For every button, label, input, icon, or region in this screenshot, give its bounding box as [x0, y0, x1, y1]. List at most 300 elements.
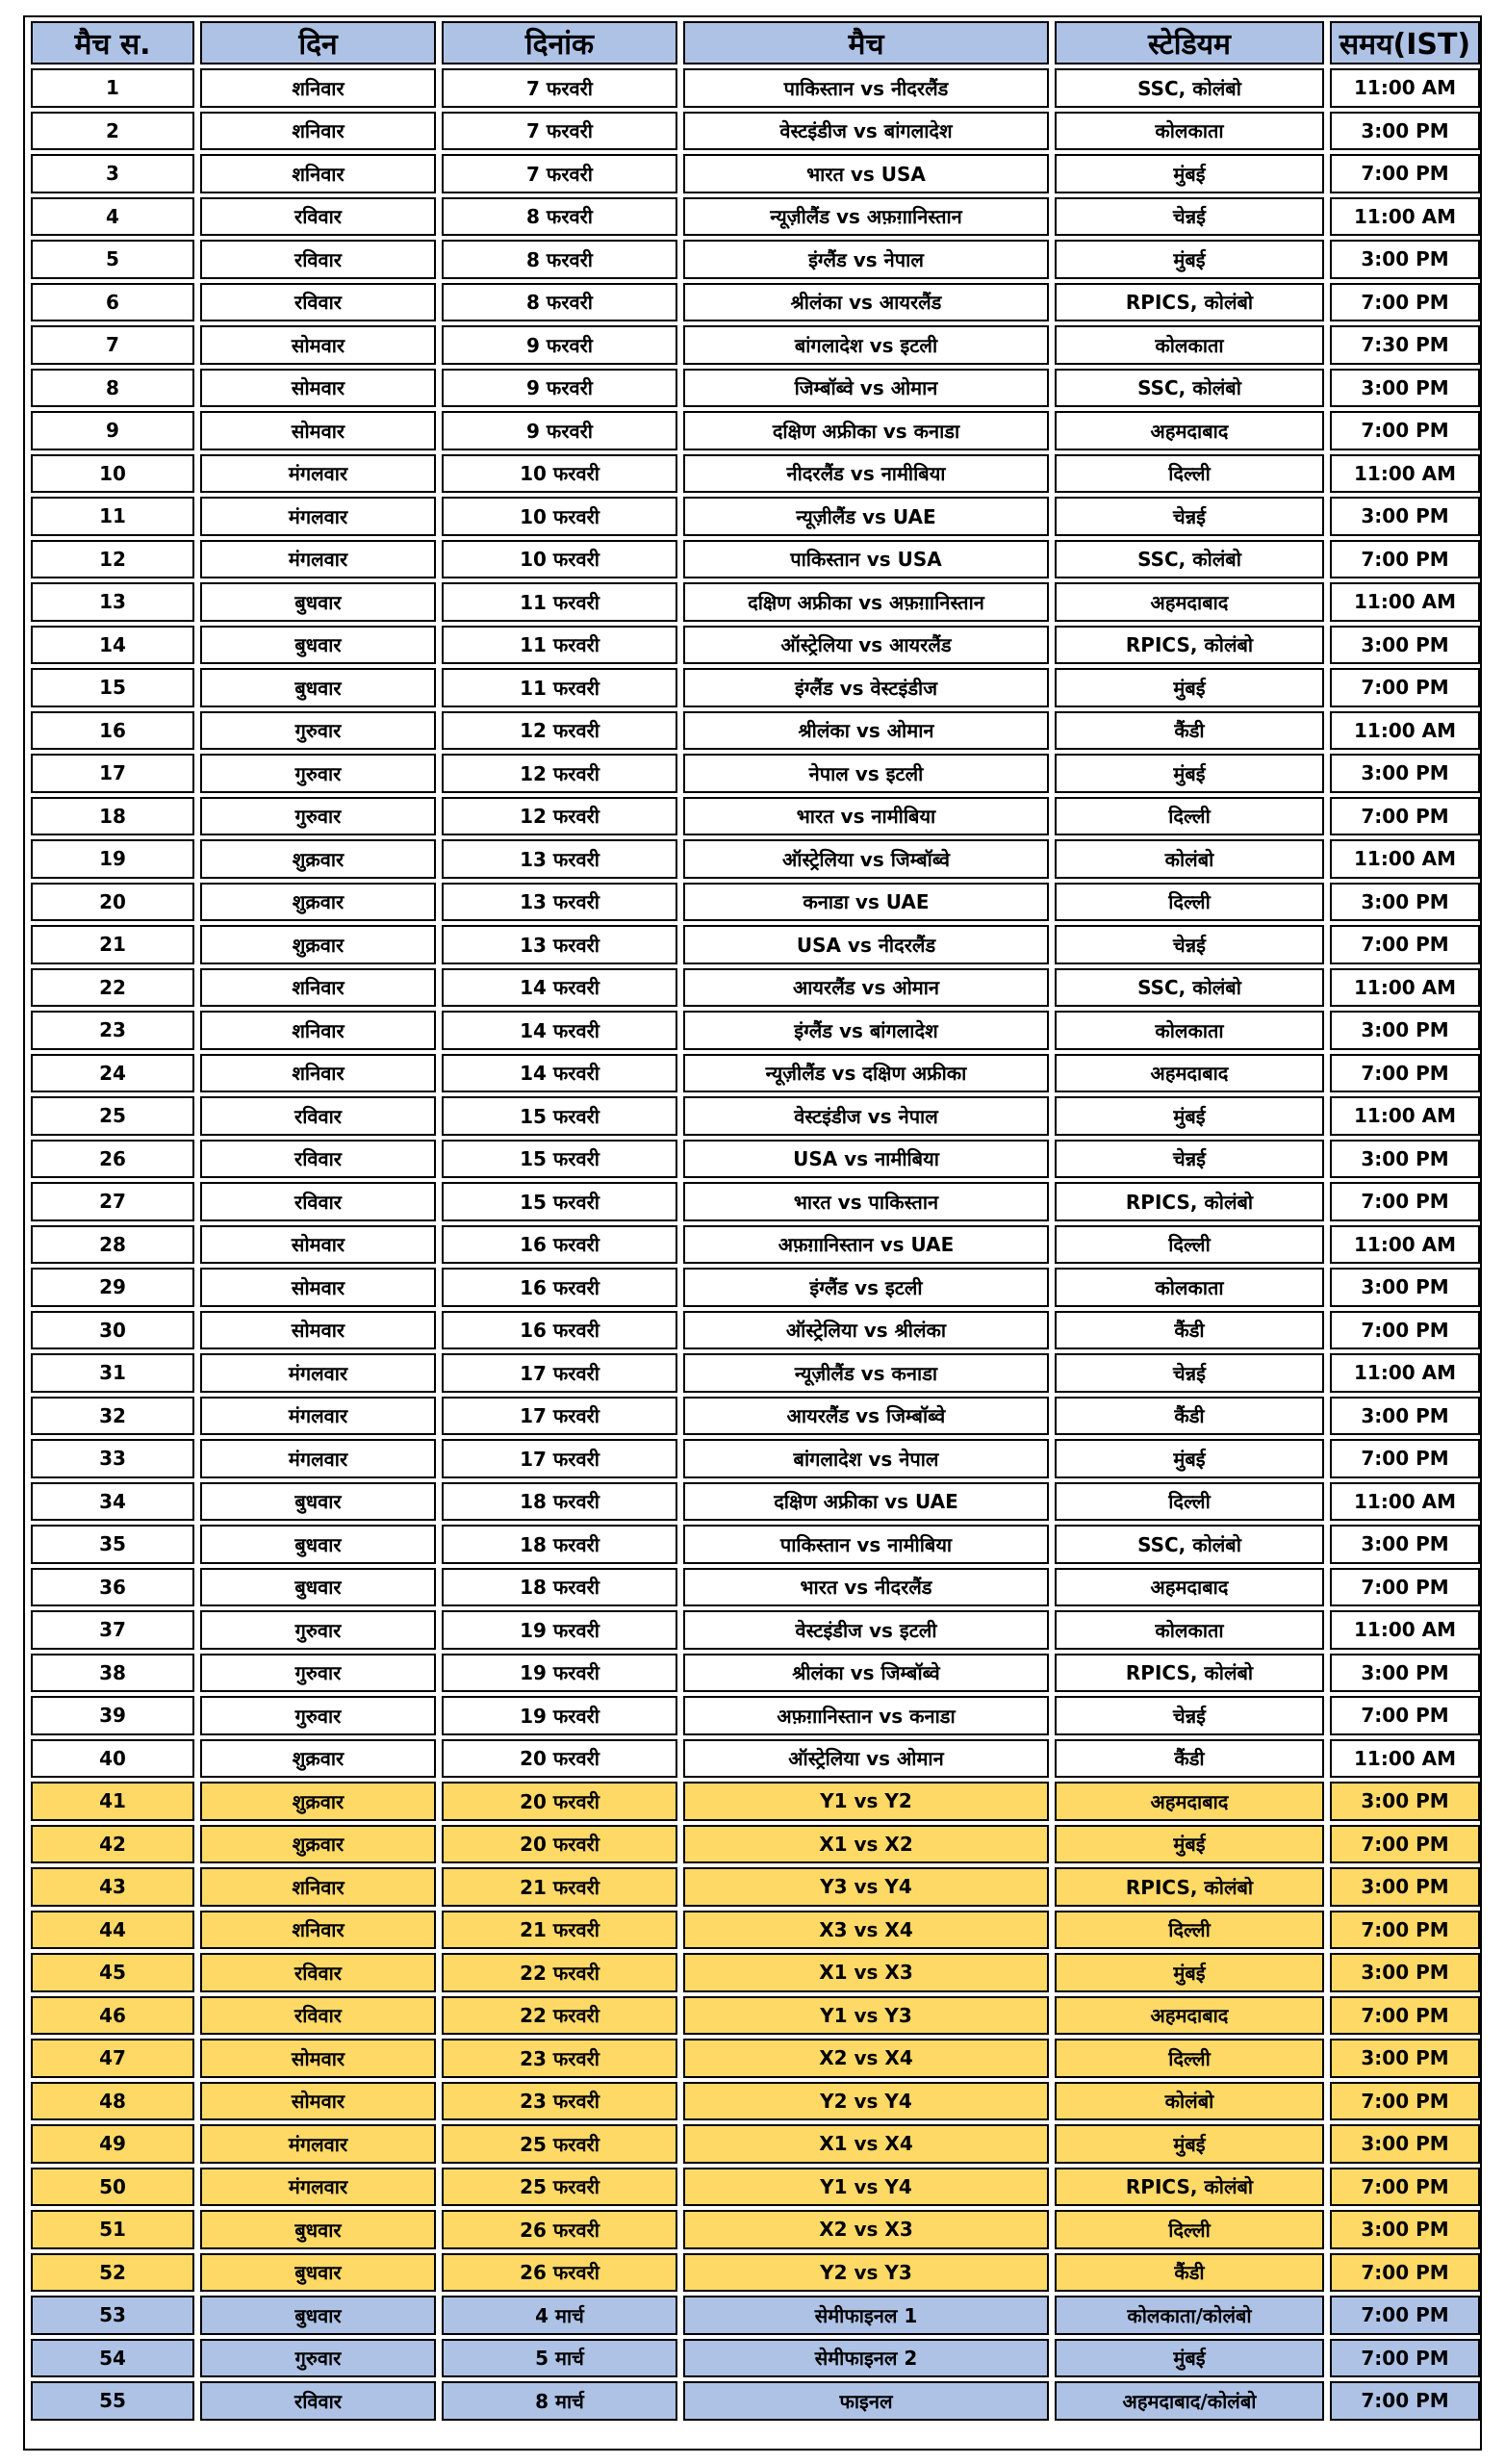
match-number-cell: 18: [31, 797, 194, 836]
match-cell: न्यूज़ीलैंड vs अफ़ग़ानिस्तान: [683, 197, 1049, 237]
table-row: [31, 325, 1480, 365]
date-cell: 18 फरवरी: [442, 1568, 677, 1607]
stadium-cell: कोलकाता: [1055, 325, 1324, 365]
day-cell: रविवार: [200, 1182, 436, 1221]
stadium-cell: चेन्नई: [1055, 497, 1324, 536]
date-cell: 19 फरवरी: [442, 1654, 677, 1693]
match-cell: भारत vs नामीबिया: [683, 797, 1049, 836]
match-cell: दक्षिण अफ्रीका vs कनाडा: [683, 411, 1049, 450]
day-cell: शनिवार: [200, 968, 436, 1008]
day-cell: बुधवार: [200, 626, 436, 665]
stadium-cell: दिल्ली: [1055, 1911, 1324, 1950]
day-cell: रविवार: [200, 1140, 436, 1179]
day-cell: मंगलवार: [200, 2124, 436, 2164]
match-cell: ऑस्ट्रेलिया vs जिम्बॉब्वे: [683, 839, 1049, 879]
time-cell: 7:00 PM: [1330, 2253, 1480, 2293]
stadium-cell: अहमदाबाद: [1055, 1568, 1324, 1607]
day-cell: बुधवार: [200, 2210, 436, 2249]
time-cell: 3:00 PM: [1330, 1397, 1480, 1436]
time-cell: 11:00 AM: [1330, 1225, 1480, 1265]
match-cell: पाकिस्तान vs नीदरलैंड: [683, 68, 1049, 108]
match-number-cell: 55: [31, 2381, 194, 2421]
stadium-cell: कैंडी: [1055, 711, 1324, 751]
day-cell: मंगलवार: [200, 1439, 436, 1478]
stadium-cell: RPICS, कोलंबो: [1055, 283, 1324, 322]
match-number-cell: 54: [31, 2339, 194, 2378]
date-cell: 16 फरवरी: [442, 1268, 677, 1307]
time-cell: 7:00 PM: [1330, 411, 1480, 450]
date-cell: 12 फरवरी: [442, 797, 677, 836]
table-row: [31, 1268, 1480, 1307]
day-cell: मंगलवार: [200, 2168, 436, 2207]
stadium-cell: SSC, कोलंबो: [1055, 968, 1324, 1008]
date-cell: 12 फरवरी: [442, 711, 677, 751]
time-cell: 3:00 PM: [1330, 1011, 1480, 1050]
table-row: [31, 197, 1480, 237]
date-cell: 4 मार्च: [442, 2296, 677, 2335]
stadium-cell: कोलकाता: [1055, 112, 1324, 151]
stadium-cell: दिल्ली: [1055, 454, 1324, 494]
match-number-cell: 17: [31, 754, 194, 793]
match-cell: भारत vs नीदरलैंड: [683, 1568, 1049, 1607]
time-cell: 11:00 AM: [1330, 839, 1480, 879]
match-cell: न्यूज़ीलैंड vs कनाडा: [683, 1353, 1049, 1393]
table-row: [31, 1953, 1480, 1992]
match-number-cell: 28: [31, 1225, 194, 1265]
time-cell: 7:00 PM: [1330, 283, 1480, 322]
table-row: [31, 2339, 1480, 2378]
table-row: [31, 2168, 1480, 2207]
date-cell: 15 फरवरी: [442, 1140, 677, 1179]
stadium-cell: दिल्ली: [1055, 883, 1324, 922]
table-row: [31, 754, 1480, 793]
schedule-table: [25, 17, 1486, 2425]
header-stadium: स्टेडियम: [1055, 21, 1324, 64]
match-number-cell: 38: [31, 1654, 194, 1693]
day-cell: सोमवार: [200, 2082, 436, 2121]
table-row: [31, 1482, 1480, 1522]
day-cell: रविवार: [200, 1096, 436, 1136]
time-cell: 3:00 PM: [1330, 369, 1480, 408]
match-number-cell: 30: [31, 1311, 194, 1350]
header-match: मैच: [683, 21, 1049, 64]
match-number-cell: 51: [31, 2210, 194, 2249]
date-cell: 10 फरवरी: [442, 540, 677, 579]
day-cell: बुधवार: [200, 582, 436, 622]
time-cell: 3:00 PM: [1330, 1654, 1480, 1693]
stadium-cell: कैंडी: [1055, 1311, 1324, 1350]
date-cell: 17 फरवरी: [442, 1353, 677, 1393]
date-cell: 9 फरवरी: [442, 369, 677, 408]
table-row: [31, 2082, 1480, 2121]
day-cell: सोमवार: [200, 1268, 436, 1307]
time-cell: 3:00 PM: [1330, 754, 1480, 793]
date-cell: 12 फरवरी: [442, 754, 677, 793]
day-cell: रविवार: [200, 283, 436, 322]
time-cell: 7:00 PM: [1330, 1182, 1480, 1221]
date-cell: 7 फरवरी: [442, 112, 677, 151]
day-cell: सोमवार: [200, 325, 436, 365]
stadium-cell: मुंबई: [1055, 240, 1324, 279]
match-cell: पाकिस्तान vs USA: [683, 540, 1049, 579]
header-row: [31, 21, 1480, 64]
match-cell: Y2 vs Y3: [683, 2253, 1049, 2293]
date-cell: 18 फरवरी: [442, 1482, 677, 1522]
stadium-cell: मुंबई: [1055, 754, 1324, 793]
match-number-cell: 25: [31, 1096, 194, 1136]
table-row: [31, 668, 1480, 707]
match-cell: ऑस्ट्रेलिया vs श्रीलंका: [683, 1311, 1049, 1350]
day-cell: शनिवार: [200, 154, 436, 193]
match-number-cell: 53: [31, 2296, 194, 2335]
match-number-cell: 22: [31, 968, 194, 1008]
table-row: [31, 1911, 1480, 1950]
match-cell: अफ़ग़ानिस्तान vs UAE: [683, 1225, 1049, 1265]
match-cell: इंग्लैंड vs इटली: [683, 1268, 1049, 1307]
stadium-cell: SSC, कोलंबो: [1055, 1525, 1324, 1564]
match-number-cell: 11: [31, 497, 194, 536]
match-number-cell: 7: [31, 325, 194, 365]
table-row: [31, 1610, 1480, 1650]
stadium-cell: अहमदाबाद: [1055, 1054, 1324, 1093]
day-cell: सोमवार: [200, 1311, 436, 1350]
match-number-cell: 42: [31, 1825, 194, 1864]
time-cell: 3:00 PM: [1330, 1782, 1480, 1821]
time-cell: 11:00 AM: [1330, 582, 1480, 622]
table-row: [31, 1696, 1480, 1735]
match-number-cell: 19: [31, 839, 194, 879]
date-cell: 9 फरवरी: [442, 325, 677, 365]
match-cell: श्रीलंका vs आयरलैंड: [683, 283, 1049, 322]
date-cell: 22 फरवरी: [442, 1953, 677, 1992]
date-cell: 17 फरवरी: [442, 1397, 677, 1436]
match-number-cell: 13: [31, 582, 194, 622]
day-cell: शुक्रवार: [200, 1739, 436, 1779]
day-cell: बुधवार: [200, 2253, 436, 2293]
schedule-body: [31, 68, 1480, 2421]
time-cell: 11:00 AM: [1330, 1353, 1480, 1393]
match-cell: Y1 vs Y4: [683, 2168, 1049, 2207]
match-cell: बांगलादेश vs इटली: [683, 325, 1049, 365]
stadium-cell: SSC, कोलंबो: [1055, 369, 1324, 408]
day-cell: रविवार: [200, 2381, 436, 2421]
time-cell: 7:00 PM: [1330, 1911, 1480, 1950]
stadium-cell: दिल्ली: [1055, 1225, 1324, 1265]
table-row: [31, 283, 1480, 322]
day-cell: मंगलवार: [200, 1397, 436, 1436]
match-number-cell: 16: [31, 711, 194, 751]
time-cell: 7:00 PM: [1330, 1825, 1480, 1864]
stadium-cell: चेन्नई: [1055, 1353, 1324, 1393]
time-cell: 7:00 PM: [1330, 1439, 1480, 1478]
match-number-cell: 15: [31, 668, 194, 707]
day-cell: सोमवार: [200, 411, 436, 450]
time-cell: 3:00 PM: [1330, 1140, 1480, 1179]
date-cell: 8 फरवरी: [442, 283, 677, 322]
day-cell: रविवार: [200, 1953, 436, 1992]
match-cell: भारत vs USA: [683, 154, 1049, 193]
day-cell: रविवार: [200, 197, 436, 237]
table-row: [31, 2124, 1480, 2164]
time-cell: 7:00 PM: [1330, 2381, 1480, 2421]
date-cell: 7 फरवरी: [442, 154, 677, 193]
match-cell: Y1 vs Y2: [683, 1782, 1049, 1821]
stadium-cell: मुंबई: [1055, 154, 1324, 193]
table-row: [31, 1996, 1480, 2036]
time-cell: 7:00 PM: [1330, 1996, 1480, 2036]
match-cell: USA vs नीदरलैंड: [683, 925, 1049, 964]
match-cell: पाकिस्तान vs नामीबिया: [683, 1525, 1049, 1564]
date-cell: 8 मार्च: [442, 2381, 677, 2421]
table-row: [31, 154, 1480, 193]
date-cell: 18 फरवरी: [442, 1525, 677, 1564]
day-cell: गुरुवार: [200, 1696, 436, 1735]
stadium-cell: RPICS, कोलंबो: [1055, 1654, 1324, 1693]
match-number-cell: 14: [31, 626, 194, 665]
match-number-cell: 50: [31, 2168, 194, 2207]
stadium-cell: मुंबई: [1055, 1825, 1324, 1864]
match-number-cell: 26: [31, 1140, 194, 1179]
time-cell: 7:30 PM: [1330, 325, 1480, 365]
table-row: [31, 925, 1480, 964]
match-cell: इंग्लैंड vs नेपाल: [683, 240, 1049, 279]
match-cell: न्यूज़ीलैंड vs UAE: [683, 497, 1049, 536]
match-cell: X1 vs X2: [683, 1825, 1049, 1864]
table-row: [31, 240, 1480, 279]
match-number-cell: 45: [31, 1953, 194, 1992]
date-cell: 16 फरवरी: [442, 1311, 677, 1350]
match-cell: वेस्टइंडीज vs नेपाल: [683, 1096, 1049, 1136]
table-row: [31, 1439, 1480, 1478]
date-cell: 13 फरवरी: [442, 925, 677, 964]
table-row: [31, 540, 1480, 579]
day-cell: शुक्रवार: [200, 1782, 436, 1821]
table-row: [31, 2039, 1480, 2078]
time-cell: 7:00 PM: [1330, 2168, 1480, 2207]
stadium-cell: चेन्नई: [1055, 197, 1324, 237]
match-cell: इंग्लैंड vs बांगलादेश: [683, 1011, 1049, 1050]
stadium-cell: दिल्ली: [1055, 1482, 1324, 1522]
day-cell: शनिवार: [200, 1054, 436, 1093]
table-row: [31, 626, 1480, 665]
match-cell: नेपाल vs इटली: [683, 754, 1049, 793]
time-cell: 11:00 AM: [1330, 711, 1480, 751]
stadium-cell: RPICS, कोलंबो: [1055, 2168, 1324, 2207]
day-cell: शनिवार: [200, 112, 436, 151]
date-cell: 19 फरवरी: [442, 1610, 677, 1650]
date-cell: 10 फरवरी: [442, 454, 677, 494]
date-cell: 25 फरवरी: [442, 2124, 677, 2164]
match-number-cell: 9: [31, 411, 194, 450]
match-cell: इंग्लैंड vs वेस्टइंडीज: [683, 668, 1049, 707]
date-cell: 8 फरवरी: [442, 197, 677, 237]
stadium-cell: मुंबई: [1055, 1439, 1324, 1478]
time-cell: 3:00 PM: [1330, 2210, 1480, 2249]
time-cell: 3:00 PM: [1330, 1867, 1480, 1907]
day-cell: शनिवार: [200, 1911, 436, 1950]
date-cell: 13 फरवरी: [442, 839, 677, 879]
date-cell: 21 फरवरी: [442, 1911, 677, 1950]
day-cell: रविवार: [200, 1996, 436, 2036]
day-cell: सोमवार: [200, 1225, 436, 1265]
date-cell: 11 फरवरी: [442, 626, 677, 665]
match-cell: Y3 vs Y4: [683, 1867, 1049, 1907]
date-cell: 25 फरवरी: [442, 2168, 677, 2207]
match-cell: श्रीलंका vs ओमान: [683, 711, 1049, 751]
match-number-cell: 21: [31, 925, 194, 964]
day-cell: गुरुवार: [200, 2339, 436, 2378]
stadium-cell: चेन्नई: [1055, 925, 1324, 964]
date-cell: 15 फरवरी: [442, 1182, 677, 1221]
date-cell: 9 फरवरी: [442, 411, 677, 450]
time-cell: 7:00 PM: [1330, 2339, 1480, 2378]
match-number-cell: 44: [31, 1911, 194, 1950]
match-cell: दक्षिण अफ्रीका vs UAE: [683, 1482, 1049, 1522]
time-cell: 3:00 PM: [1330, 1953, 1480, 1992]
date-cell: 26 फरवरी: [442, 2210, 677, 2249]
table-row: [31, 454, 1480, 494]
day-cell: गुरुवार: [200, 711, 436, 751]
table-row: [31, 1011, 1480, 1050]
time-cell: 7:00 PM: [1330, 540, 1480, 579]
day-cell: शुक्रवार: [200, 925, 436, 964]
time-cell: 7:00 PM: [1330, 2082, 1480, 2121]
time-cell: 11:00 AM: [1330, 197, 1480, 237]
table-row: [31, 1739, 1480, 1779]
match-cell: वेस्टइंडीज vs इटली: [683, 1610, 1049, 1650]
time-cell: 7:00 PM: [1330, 1311, 1480, 1350]
table-row: [31, 1353, 1480, 1393]
day-cell: शनिवार: [200, 1867, 436, 1907]
stadium-cell: मुंबई: [1055, 1096, 1324, 1136]
stadium-cell: कैंडी: [1055, 1739, 1324, 1779]
table-row: [31, 2296, 1480, 2335]
table-row: [31, 2210, 1480, 2249]
day-cell: गुरुवार: [200, 754, 436, 793]
time-cell: 7:00 PM: [1330, 925, 1480, 964]
stadium-cell: मुंबई: [1055, 1953, 1324, 1992]
stadium-cell: RPICS, कोलंबो: [1055, 1867, 1324, 1907]
date-cell: 20 फरवरी: [442, 1782, 677, 1821]
table-row: [31, 883, 1480, 922]
table-row: [31, 1054, 1480, 1093]
match-cell: कनाडा vs UAE: [683, 883, 1049, 922]
header-day: दिन: [200, 21, 436, 64]
date-cell: 11 फरवरी: [442, 668, 677, 707]
day-cell: शुक्रवार: [200, 1825, 436, 1864]
match-number-cell: 48: [31, 2082, 194, 2121]
day-cell: गुरुवार: [200, 797, 436, 836]
match-number-cell: 24: [31, 1054, 194, 1093]
match-cell: न्यूज़ीलैंड vs दक्षिण अफ्रीका: [683, 1054, 1049, 1093]
table-row: [31, 839, 1480, 879]
time-cell: 3:00 PM: [1330, 1525, 1480, 1564]
stadium-cell: दिल्ली: [1055, 2210, 1324, 2249]
time-cell: 3:00 PM: [1330, 112, 1480, 151]
stadium-cell: कोलकाता: [1055, 1011, 1324, 1050]
stadium-cell: दिल्ली: [1055, 2039, 1324, 2078]
stadium-cell: अहमदाबाद: [1055, 1996, 1324, 2036]
match-cell: नीदरलैंड vs नामीबिया: [683, 454, 1049, 494]
match-number-cell: 27: [31, 1182, 194, 1221]
table-row: [31, 1311, 1480, 1350]
table-row: [31, 2253, 1480, 2293]
time-cell: 3:00 PM: [1330, 626, 1480, 665]
stadium-cell: कोलंबो: [1055, 839, 1324, 879]
date-cell: 8 फरवरी: [442, 240, 677, 279]
stadium-cell: कोलकाता: [1055, 1610, 1324, 1650]
table-row: [31, 711, 1480, 751]
table-row: [31, 968, 1480, 1008]
match-number-cell: 34: [31, 1482, 194, 1522]
match-number-cell: 29: [31, 1268, 194, 1307]
day-cell: बुधवार: [200, 668, 436, 707]
table-row: [31, 1182, 1480, 1221]
match-number-cell: 35: [31, 1525, 194, 1564]
match-cell: भारत vs पाकिस्तान: [683, 1182, 1049, 1221]
time-cell: 3:00 PM: [1330, 883, 1480, 922]
time-cell: 7:00 PM: [1330, 154, 1480, 193]
time-cell: 3:00 PM: [1330, 2124, 1480, 2164]
day-cell: मंगलवार: [200, 540, 436, 579]
time-cell: 11:00 AM: [1330, 1610, 1480, 1650]
stadium-cell: दिल्ली: [1055, 797, 1324, 836]
day-cell: शनिवार: [200, 1011, 436, 1050]
time-cell: 11:00 AM: [1330, 1482, 1480, 1522]
time-cell: 11:00 AM: [1330, 1739, 1480, 1779]
date-cell: 17 फरवरी: [442, 1439, 677, 1478]
date-cell: 11 फरवरी: [442, 582, 677, 622]
date-cell: 14 फरवरी: [442, 968, 677, 1008]
match-cell: फाइनल: [683, 2381, 1049, 2421]
match-cell: बांगलादेश vs नेपाल: [683, 1439, 1049, 1478]
table-row: [31, 411, 1480, 450]
day-cell: बुधवार: [200, 1568, 436, 1607]
match-number-cell: 46: [31, 1996, 194, 2036]
time-cell: 11:00 AM: [1330, 1096, 1480, 1136]
day-cell: शनिवार: [200, 68, 436, 108]
match-cell: Y2 vs Y4: [683, 2082, 1049, 2121]
match-cell: X3 vs X4: [683, 1911, 1049, 1950]
stadium-cell: अहमदाबाद/कोलंबो: [1055, 2381, 1324, 2421]
stadium-cell: चेन्नई: [1055, 1140, 1324, 1179]
match-cell: जिम्बॉब्वे vs ओमान: [683, 369, 1049, 408]
time-cell: 3:00 PM: [1330, 2039, 1480, 2078]
time-cell: 7:00 PM: [1330, 668, 1480, 707]
stadium-cell: कोलंबो: [1055, 2082, 1324, 2121]
match-cell: USA vs नामीबिया: [683, 1140, 1049, 1179]
header-date: दिनांक: [442, 21, 677, 64]
time-cell: 11:00 AM: [1330, 68, 1480, 108]
match-number-cell: 36: [31, 1568, 194, 1607]
table-row: [31, 1654, 1480, 1693]
stadium-cell: अहमदाबाद: [1055, 582, 1324, 622]
time-cell: 11:00 AM: [1330, 968, 1480, 1008]
time-cell: 3:00 PM: [1330, 240, 1480, 279]
table-row: [31, 1782, 1480, 1821]
match-cell: X2 vs X3: [683, 2210, 1049, 2249]
match-number-cell: 41: [31, 1782, 194, 1821]
match-cell: Y1 vs Y3: [683, 1996, 1049, 2036]
stadium-cell: कोलकाता/कोलंबो: [1055, 2296, 1324, 2335]
table-row: [31, 1867, 1480, 1907]
table-row: [31, 68, 1480, 108]
stadium-cell: मुंबई: [1055, 668, 1324, 707]
table-row: [31, 582, 1480, 622]
date-cell: 22 फरवरी: [442, 1996, 677, 2036]
match-number-cell: 1: [31, 68, 194, 108]
day-cell: मंगलवार: [200, 497, 436, 536]
